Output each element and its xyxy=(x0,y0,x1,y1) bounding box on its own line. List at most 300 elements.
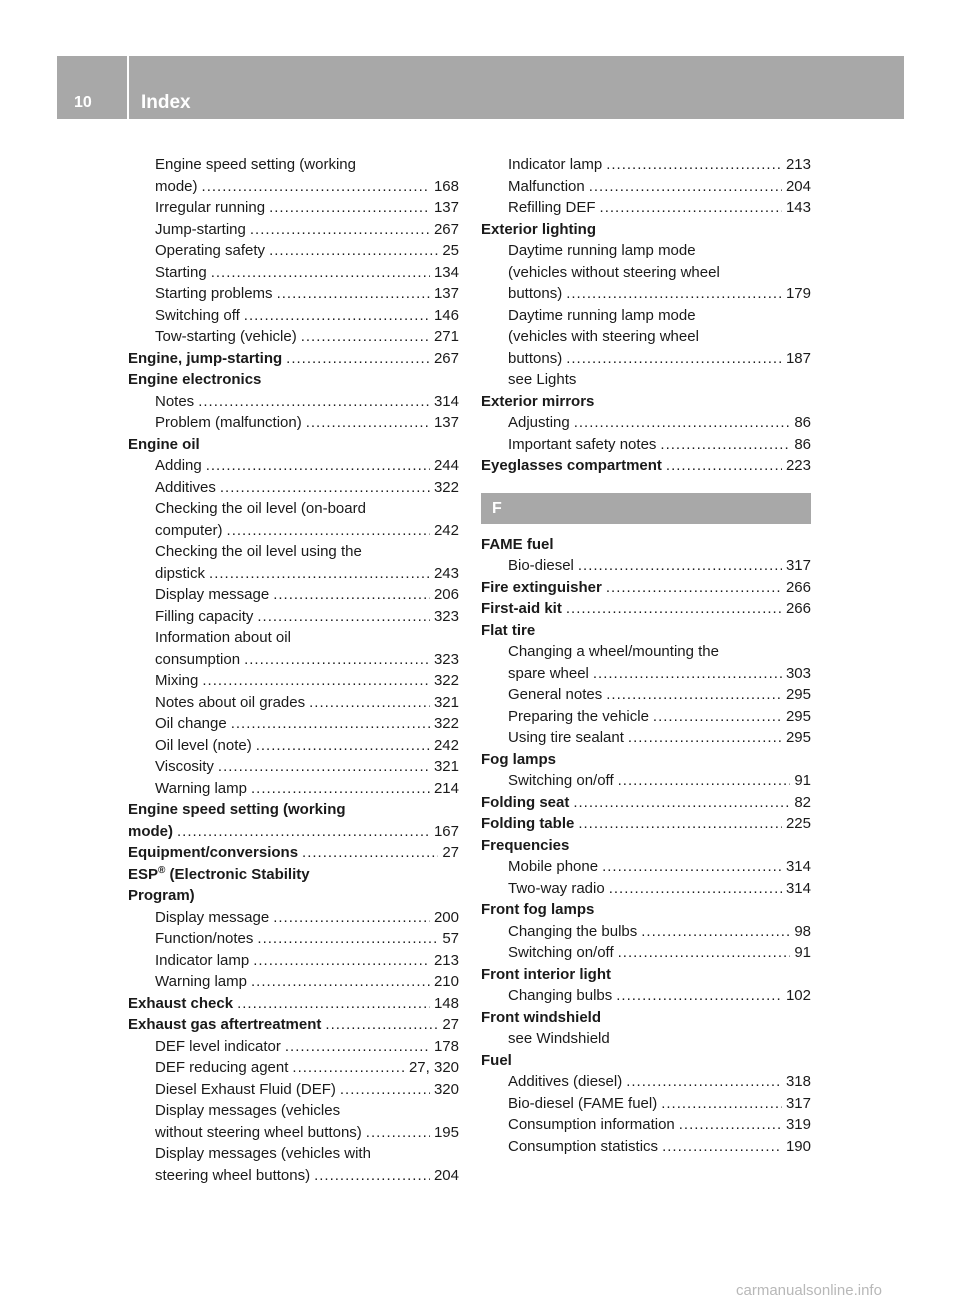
page-reference: 295 xyxy=(785,686,811,703)
page-reference: 195 xyxy=(433,1123,459,1141)
entry-text: Function/notes xyxy=(155,930,254,947)
index-entry xyxy=(128,885,459,907)
dot-leader xyxy=(302,842,438,864)
page-reference: 317 xyxy=(785,1094,811,1112)
entry-text: Viscosity xyxy=(155,758,214,775)
entry-text: First-aid kit xyxy=(481,600,562,617)
index-subentry xyxy=(128,606,459,628)
index-subentry xyxy=(481,641,811,663)
page-reference: 167 xyxy=(433,822,459,840)
page-reference: 266 xyxy=(785,600,811,617)
entry-text: Consumption information xyxy=(508,1116,675,1133)
entry-text: Changing bulbs xyxy=(508,987,613,1004)
section-title: Index xyxy=(141,92,191,113)
page-reference: 91 xyxy=(794,944,811,961)
index-entry xyxy=(481,813,811,835)
entry-text: Consumption statistics xyxy=(508,1137,659,1155)
index-subentry xyxy=(128,520,459,542)
watermark: carmanualsonline.info xyxy=(736,1282,882,1299)
entry-text: Additives xyxy=(155,478,216,496)
dot-leader xyxy=(251,778,430,800)
page-reference: 143 xyxy=(785,199,811,216)
dot-leader xyxy=(325,1014,438,1036)
dot-leader xyxy=(277,283,430,305)
index-entry xyxy=(481,455,811,477)
dot-leader xyxy=(606,577,782,599)
entry-text: Changing the bulbs xyxy=(508,922,638,940)
entry-text: Exterior lighting xyxy=(481,220,597,238)
index-subentry xyxy=(128,692,459,714)
entry-text: (vehicles with steering wheel xyxy=(508,328,699,345)
index-subentry xyxy=(481,684,811,706)
index-entry xyxy=(481,749,811,771)
dot-leader xyxy=(231,713,430,735)
page-reference: 314 xyxy=(433,392,459,410)
page-reference: 82 xyxy=(794,793,811,811)
page-reference: 98 xyxy=(794,922,811,940)
entry-text: Eyeglasses compartment xyxy=(481,457,662,474)
dot-leader xyxy=(566,598,782,620)
entry-text: Oil level (note) xyxy=(155,736,252,754)
page-reference: 179 xyxy=(785,285,811,302)
page-reference: 243 xyxy=(433,564,459,582)
index-entry xyxy=(481,219,811,241)
entry-text: Mixing xyxy=(155,672,199,689)
dot-leader xyxy=(618,770,791,792)
index-subentry xyxy=(481,154,811,176)
index-entry xyxy=(128,842,459,864)
entry-text: Fog lamps xyxy=(481,750,557,768)
entry-text: Equipment/conversions xyxy=(128,844,299,861)
page-reference: 323 xyxy=(433,650,459,668)
page-reference: 213 xyxy=(433,951,459,969)
dot-leader xyxy=(600,197,782,219)
page-reference: 27, 320 xyxy=(408,1059,459,1076)
entry-text: Display messages (vehicles with xyxy=(155,1145,371,1162)
dot-leader xyxy=(237,993,430,1015)
entry-text: mode) xyxy=(128,822,173,840)
page-reference: 210 xyxy=(433,973,459,990)
dot-leader xyxy=(306,412,430,434)
index-subentry xyxy=(481,1136,811,1158)
page-reference: 314 xyxy=(785,879,811,897)
index-subentry xyxy=(481,663,811,685)
entry-text: Adding xyxy=(155,457,202,474)
entry-text: Important safety notes xyxy=(508,435,657,453)
index-subentry xyxy=(481,176,811,198)
dot-leader xyxy=(253,950,430,972)
index-subentry xyxy=(128,391,459,413)
index-subentry xyxy=(128,584,459,606)
header-divider xyxy=(127,56,129,119)
entry-text: Folding table xyxy=(481,815,575,832)
index-subentry xyxy=(128,326,459,348)
index-subentry xyxy=(481,348,811,370)
dot-leader xyxy=(660,434,790,456)
entry-text: Engine speed setting (working xyxy=(155,156,356,173)
entry-text: steering wheel buttons) xyxy=(155,1166,311,1184)
dot-leader xyxy=(227,520,430,542)
dot-leader xyxy=(269,240,438,262)
page-reference: 204 xyxy=(433,1166,459,1184)
entry-text: buttons) xyxy=(508,285,563,302)
dot-leader xyxy=(574,412,791,434)
dot-leader xyxy=(256,735,430,757)
dot-leader xyxy=(285,1036,430,1058)
page-number: 10 xyxy=(74,94,92,111)
entry-text: Starting problems xyxy=(155,285,273,302)
index-subentry xyxy=(128,240,459,262)
entry-text: Exterior mirrors xyxy=(481,392,595,410)
dot-leader xyxy=(578,555,782,577)
index-entry xyxy=(128,993,459,1015)
page-reference: 146 xyxy=(433,306,459,324)
index-subentry xyxy=(128,1122,459,1144)
dot-leader xyxy=(606,154,782,176)
index-subentry xyxy=(481,262,811,284)
index-subentry xyxy=(128,219,459,241)
index-subentry xyxy=(128,305,459,327)
index-subentry xyxy=(481,369,811,391)
index-subentry xyxy=(481,1028,811,1050)
index-entry xyxy=(481,899,811,921)
index-subentry xyxy=(128,670,459,692)
dot-leader xyxy=(309,692,430,714)
index-entry xyxy=(481,598,811,620)
entry-text: Changing a wheel/mounting the xyxy=(508,643,719,660)
dot-leader xyxy=(602,856,782,878)
dot-leader xyxy=(566,348,782,370)
dot-leader xyxy=(679,1114,782,1136)
page-reference: 314 xyxy=(785,858,811,875)
page-reference: 321 xyxy=(433,758,459,775)
entry-text: Tow-starting (vehicle) xyxy=(155,328,297,345)
index-subentry xyxy=(481,1114,811,1136)
index-subentry xyxy=(128,778,459,800)
index-entries-f xyxy=(481,534,811,1158)
entry-text: Irregular running xyxy=(155,199,266,216)
entry-text: Fire extinguisher xyxy=(481,578,602,596)
page-reference: 178 xyxy=(433,1037,459,1055)
entry-text: Daytime running lamp mode xyxy=(508,242,696,259)
entry-text: Indicator lamp xyxy=(155,951,250,969)
page-reference: 303 xyxy=(785,664,811,682)
index-entry xyxy=(128,348,459,370)
entry-text: Engine oil xyxy=(128,435,200,453)
index-subentry xyxy=(481,283,811,305)
index-subentry xyxy=(128,907,459,929)
page-reference: 225 xyxy=(785,815,811,832)
dot-leader xyxy=(211,262,430,284)
index-subentry xyxy=(481,942,811,964)
index-subentry xyxy=(128,154,459,176)
entry-text: Display message xyxy=(155,908,270,926)
dot-leader xyxy=(251,971,430,993)
index-subentry xyxy=(128,649,459,671)
entry-text: Exhaust check xyxy=(128,994,234,1012)
dot-leader xyxy=(340,1079,430,1101)
page-reference: 137 xyxy=(433,414,459,431)
index-subentry xyxy=(481,240,811,262)
index-entry xyxy=(481,620,811,642)
index-entry xyxy=(481,1050,811,1072)
entry-text: mode) xyxy=(155,177,198,195)
page-reference: 295 xyxy=(785,729,811,746)
entry-text: Display message xyxy=(155,586,270,603)
index-entry xyxy=(481,1007,811,1029)
entry-text: Frequencies xyxy=(481,836,570,854)
page-reference: 244 xyxy=(433,457,459,474)
entry-text: Front windshield xyxy=(481,1008,601,1026)
dot-leader xyxy=(616,985,782,1007)
entry-text: Flat tire xyxy=(481,621,536,639)
index-subentry xyxy=(481,412,811,434)
index-entry xyxy=(481,792,811,814)
index-subentry xyxy=(128,262,459,284)
entry-text: Operating safety xyxy=(155,242,266,259)
entry-text: Using tire sealant xyxy=(508,729,624,746)
entry-text: Additives (diesel) xyxy=(508,1073,623,1090)
index-entries-e xyxy=(481,154,811,477)
index-subentry xyxy=(128,1100,459,1122)
index-subentry xyxy=(481,1071,811,1093)
index-entry xyxy=(128,821,459,843)
letter-section-header: F xyxy=(481,493,811,524)
page-reference: 57 xyxy=(442,930,459,947)
index-subentry xyxy=(481,770,811,792)
page-reference: 323 xyxy=(433,607,459,625)
dot-leader xyxy=(661,1093,782,1115)
entry-text: Notes xyxy=(155,392,195,410)
entry-text: ESP® (Electronic Stability xyxy=(128,864,310,883)
page-reference: 266 xyxy=(785,578,811,596)
index-subentry xyxy=(128,283,459,305)
index-entry xyxy=(481,577,811,599)
index-subentry xyxy=(481,985,811,1007)
page-reference: 206 xyxy=(433,586,459,603)
entry-text: General notes xyxy=(508,686,603,703)
index-column-right xyxy=(481,154,811,1157)
entry-text: DEF reducing agent xyxy=(155,1059,289,1076)
index-entry xyxy=(481,964,811,986)
dot-leader xyxy=(641,921,790,943)
page-reference: 242 xyxy=(433,521,459,539)
entry-text: Switching off xyxy=(155,306,240,324)
index-subentry xyxy=(128,176,459,198)
dot-leader xyxy=(609,878,782,900)
page-reference: 321 xyxy=(433,693,459,711)
index-subentry xyxy=(128,412,459,434)
index-subentry xyxy=(481,921,811,943)
page-reference: 214 xyxy=(433,779,459,797)
index-subentry xyxy=(481,706,811,728)
index-subentry xyxy=(128,541,459,563)
entry-text: (vehicles without steering wheel xyxy=(508,263,720,281)
entry-text: Fuel xyxy=(481,1051,512,1069)
entry-text: Front interior light xyxy=(481,965,611,983)
index-subentry xyxy=(128,197,459,219)
entry-text: without steering wheel buttons) xyxy=(155,1123,362,1141)
index-subentry xyxy=(128,950,459,972)
dot-leader xyxy=(301,326,430,348)
entry-text: Filling capacity xyxy=(155,607,254,625)
entry-text: Malfunction xyxy=(508,177,585,195)
entry-text: Information about oil xyxy=(155,629,291,646)
entry-text: Switching on/off xyxy=(508,944,614,961)
index-subentry xyxy=(128,1079,459,1101)
dot-leader xyxy=(286,348,430,370)
entry-text: FAME fuel xyxy=(481,535,554,553)
page-reference: 134 xyxy=(433,263,459,281)
dot-leader xyxy=(662,1136,782,1158)
index-subentry xyxy=(128,455,459,477)
page-reference: 86 xyxy=(794,435,811,453)
index-subentry xyxy=(481,197,811,219)
entry-text: DEF level indicator xyxy=(155,1037,281,1055)
index-entry xyxy=(481,391,811,413)
index-subentry xyxy=(128,1165,459,1187)
page-reference: 320 xyxy=(433,1080,459,1098)
dot-leader xyxy=(366,1122,430,1144)
page-reference: 91 xyxy=(794,772,811,789)
index-subentry xyxy=(128,477,459,499)
index-entry xyxy=(128,369,459,391)
dot-leader xyxy=(653,706,782,728)
index-subentry xyxy=(128,928,459,950)
page-reference: 242 xyxy=(433,736,459,754)
page-reference: 148 xyxy=(433,994,459,1012)
index-entry xyxy=(128,434,459,456)
dot-leader xyxy=(566,283,782,305)
entry-text: Adjusting xyxy=(508,414,570,431)
dot-leader xyxy=(202,176,430,198)
index-entry xyxy=(481,835,811,857)
entry-text: Folding seat xyxy=(481,793,570,811)
dot-leader xyxy=(220,477,430,499)
page-reference: 322 xyxy=(433,715,459,732)
dot-leader xyxy=(628,727,782,749)
index-subentry xyxy=(481,856,811,878)
index-subentry xyxy=(128,1143,459,1165)
page-reference: 137 xyxy=(433,285,459,302)
entry-text: Exhaust gas aftertreatment xyxy=(128,1016,322,1033)
index-subentry xyxy=(481,555,811,577)
dot-leader xyxy=(578,813,782,835)
dot-leader xyxy=(273,584,430,606)
entry-text: Notes about oil grades xyxy=(155,693,306,711)
entry-text: Checking the oil level (on-board xyxy=(155,500,366,517)
entry-text: Starting xyxy=(155,263,207,281)
page-reference: 27 xyxy=(442,844,459,861)
dot-leader xyxy=(257,928,438,950)
page-reference: 102 xyxy=(785,987,811,1004)
dot-leader xyxy=(244,649,430,671)
page-reference: 295 xyxy=(785,707,811,725)
index-subentry xyxy=(481,1093,811,1115)
page-reference: 271 xyxy=(433,328,459,345)
page-reference: 223 xyxy=(785,457,811,474)
index-subentry xyxy=(128,563,459,585)
dot-leader xyxy=(292,1057,405,1079)
index-subentry xyxy=(128,971,459,993)
index-entry xyxy=(128,1014,459,1036)
dot-leader xyxy=(244,305,430,327)
index-subentry xyxy=(128,627,459,649)
dot-leader xyxy=(206,455,430,477)
dot-leader xyxy=(257,606,430,628)
entry-text: Display messages (vehicles xyxy=(155,1102,341,1119)
page-reference: 318 xyxy=(785,1073,811,1090)
dot-leader xyxy=(593,663,782,685)
page-reference: 267 xyxy=(433,349,459,367)
dot-leader xyxy=(273,907,430,929)
entry-text: spare wheel xyxy=(508,664,589,682)
index-subentry xyxy=(128,735,459,757)
dot-leader xyxy=(177,821,430,843)
dot-leader xyxy=(618,942,791,964)
entry-text: Two-way radio xyxy=(508,879,605,897)
dot-leader xyxy=(209,563,430,585)
index-subentry xyxy=(128,1057,459,1079)
index-subentry xyxy=(481,878,811,900)
page-reference: 27 xyxy=(442,1016,459,1033)
dot-leader xyxy=(198,391,430,413)
index-entry xyxy=(128,799,459,821)
index-subentry xyxy=(128,1036,459,1058)
page-reference: 200 xyxy=(433,908,459,926)
page-reference: 317 xyxy=(785,557,811,574)
page-header xyxy=(57,56,904,119)
dot-leader xyxy=(606,684,782,706)
page-reference: 187 xyxy=(785,349,811,367)
page-reference: 322 xyxy=(433,478,459,496)
entry-text: buttons) xyxy=(508,349,563,367)
dot-leader xyxy=(573,792,790,814)
entry-text: consumption xyxy=(155,650,241,668)
entry-text: computer) xyxy=(155,521,223,539)
page-reference: 267 xyxy=(433,220,459,238)
entry-text: Bio-diesel xyxy=(508,557,574,574)
page-reference: 168 xyxy=(433,177,459,195)
page-reference: 25 xyxy=(442,242,459,259)
dot-leader xyxy=(202,670,430,692)
dot-leader xyxy=(218,756,430,778)
entry-text: Switching on/off xyxy=(508,772,614,789)
page-reference: 137 xyxy=(433,199,459,216)
index-entry xyxy=(481,534,811,556)
index-subentry xyxy=(481,727,811,749)
entry-text: Jump-starting xyxy=(155,220,246,238)
page-reference: 190 xyxy=(785,1137,811,1155)
index-subentry xyxy=(481,434,811,456)
page-reference: 319 xyxy=(785,1116,811,1133)
entry-text: Engine, jump-starting xyxy=(128,349,283,367)
dot-leader xyxy=(666,455,782,477)
page-reference: 213 xyxy=(785,156,811,173)
entry-text: Oil change xyxy=(155,715,227,732)
entry-text: Bio-diesel (FAME fuel) xyxy=(508,1094,658,1112)
index-subentry xyxy=(128,713,459,735)
entry-text: see Windshield xyxy=(508,1030,610,1047)
index-subentry xyxy=(128,756,459,778)
entry-text: Engine electronics xyxy=(128,371,262,388)
entry-text: Preparing the vehicle xyxy=(508,707,649,725)
page-reference: 204 xyxy=(785,177,811,195)
entry-text: Front fog lamps xyxy=(481,901,595,918)
entry-text: see Lights xyxy=(508,371,577,388)
index-subentry xyxy=(481,305,811,327)
index-column-left xyxy=(128,154,459,1186)
